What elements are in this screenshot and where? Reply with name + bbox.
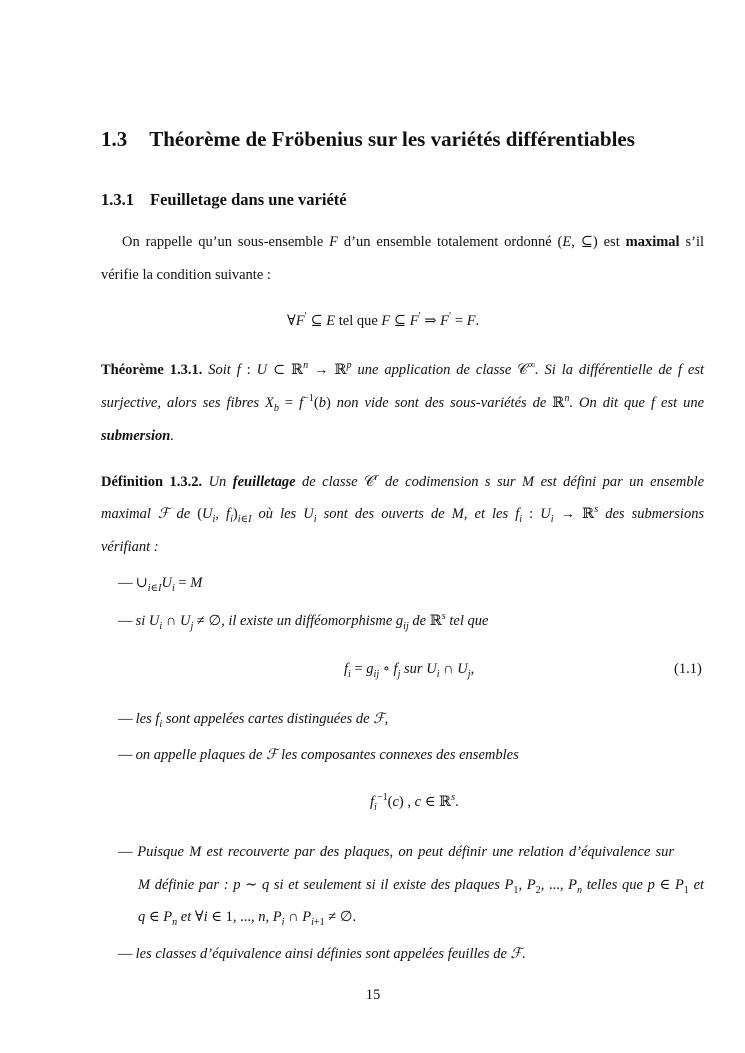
definition-line-2: maximal ℱ de ($U_i$, $f_i)_{i\in I}$ où les $U_i$ sont des ouverts de M, et les $f_i$ : $U_i$ → ℝ$^s$ des submersions — [101, 504, 705, 525]
list-item: — $\cup_{i\in I}U_i = M$ — [118, 575, 203, 594]
list-item-continuation: M définie par : p ∼ q si et seulement si il existe des plaques $P_1$, $P_2$, ..., $P_n$ telles que p ∈ $P_1$ et — [138, 877, 705, 896]
intro-line-2: vérifie la condition suivante : — [101, 267, 271, 283]
list-item: — les classes d’équivalence ainsi définies sont appelées feuilles de ℱ. — [118, 946, 526, 962]
theorem-line-2: surjective, alors ses fibres $X_b = f^{-1}(b)$ non vide sont des sous-variétés de ℝ$^n$. On dit que f est une — [101, 393, 705, 414]
definition-label: Définition 1.3.2. — [101, 474, 203, 490]
equation-1-1: $f_i = g_{ij}$ ∘ $f_j$ sur $U_i$ ∩ $U_j$, — [344, 661, 475, 680]
list-item-continuation: q ∈ $P_n$ et ∀i ∈ 1, ..., n, $P_i$ ∩ $P_{i+1}$ ≠ ∅. — [138, 909, 357, 928]
maximal-equation: ∀F′ ⊆ E tel que F ⊆ F′ ⇒ F′ = F. — [287, 311, 480, 329]
plaque-formula: $f_i^{-1}(c)$ , c ∈ ℝ$^s$. — [370, 792, 459, 813]
list-item: — les $f_i$ sont appelées cartes distinguées de ℱ, — [118, 711, 389, 730]
subsection-heading — [101, 190, 347, 210]
theorem-line-3: submersion. — [101, 428, 174, 444]
subsection-title: Feuilletage dans une variété — [150, 190, 347, 209]
theorem-line-1: Théorème 1.3.1. Soit f : U ⊂ ℝ$^n$ → ℝ$^p$ une application de classe 𝒞∞. Si la différentielle de f est — [101, 360, 705, 378]
section-number: 1.3 — [101, 127, 128, 151]
definition-line-3: vérifiant : — [101, 539, 159, 555]
list-item: — si $U_i$ ∩ $U_j$ ≠ ∅, il existe un difféomorphisme $g_{ij}$ de ℝ$^s$ tel que — [118, 611, 489, 632]
equation-number: (1.1) — [674, 661, 702, 677]
definition-line-1: Définition 1.3.2. Un feuilletage de classe 𝒞$^r$ de codimension s sur M est défini par un ensemble — [101, 472, 705, 490]
list-item: — on appelle plaques de ℱ les composantes connexes des ensembles — [118, 747, 519, 763]
section-heading — [101, 127, 635, 152]
intro-line-1: On rappelle qu’un sous-ensemble F d’un ensemble totalement ordonné (E, ⊆) est maximal s’il — [122, 234, 705, 250]
list-item: — Puisque M est recouverte par des plaques, on peut définir une relation d’équivalence sur — [118, 844, 675, 860]
subsection-number: 1.3.1 — [101, 190, 134, 209]
theorem-label: Théorème 1.3.1. — [101, 362, 203, 378]
section-title: Théorème de Fröbenius sur les variétés différentiables — [149, 127, 635, 151]
page-number: 15 — [365, 987, 381, 1003]
